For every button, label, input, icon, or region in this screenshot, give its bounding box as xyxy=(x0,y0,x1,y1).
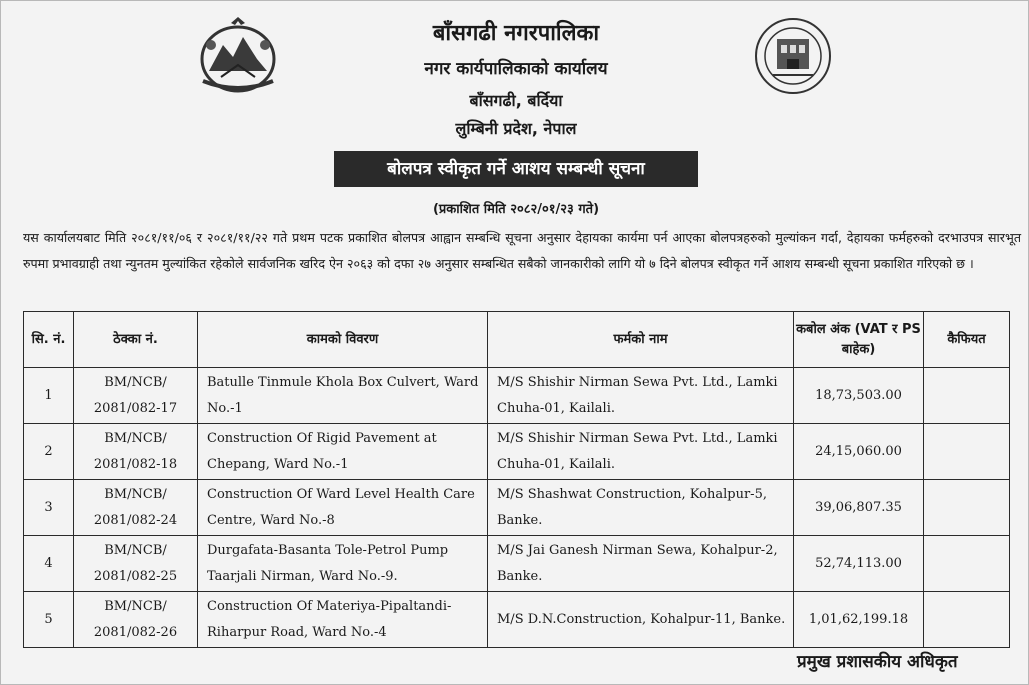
cell-contract-no: BM/NCB/ 2081/082-18 xyxy=(74,424,198,480)
table-row xyxy=(24,592,1010,648)
municipality-name: बाँसगढी नगरपालिका xyxy=(432,21,600,46)
cell-work: Construction Of Ward Level Health Care Centre, Ward No.-8 xyxy=(198,480,488,536)
cell-firm: M/S Shishir Nirman Sewa Pvt. Ltd., Lamki Chuha-01, Kailali. xyxy=(488,368,794,424)
cell-firm: M/S D.N.Construction, Kohalpur-11, Banke. xyxy=(488,592,794,648)
col-header-sn: सि. नं. xyxy=(24,312,74,368)
cell-sn: 1 xyxy=(24,368,74,424)
bansgadhi-municipality-seal-icon xyxy=(753,15,833,97)
cell-remarks xyxy=(924,368,1010,424)
table-header-row xyxy=(24,312,1010,368)
cell-firm: M/S Shishir Nirman Sewa Pvt. Ltd., Lamki Chuha-01, Kailali. xyxy=(488,424,794,480)
cell-sn: 5 xyxy=(24,592,74,648)
cell-sn: 2 xyxy=(24,424,74,480)
cell-work: Construction Of Materiya-Pipaltandi-Riharpur Road, Ward No.-4 xyxy=(198,592,488,648)
cell-sn: 3 xyxy=(24,480,74,536)
award-table xyxy=(23,311,1010,648)
cell-amount: 39,06,807.35 xyxy=(794,480,924,536)
cell-amount: 18,73,503.00 xyxy=(794,368,924,424)
notice-body: यस कार्यालयबाट मिति २०८१/११/०६ र २०८१/११/२२ गते प्रथम पटक प्रकाशित बोलपत्र आह्वान सम्बन्धि सूचना अनुसार देहायका कार्यमा पर्न आएका बोलपत्रहरुको मुल्यांकन गर्दा, देहायका फर्महरुको दरभाउपत्र सारभूत रुपमा प्रभावग्राही तथा न्युनतम मुल्यांकित रहेकोले सार्वजनिक खरिद ऐन २०६३ को दफा २७ अनुसार सम्बन्धित सबैको जानकारीको लागि यो ७ दिने बोलपत्र स्वीकृत गर्ने आशय सम्बन्धी सूचना प्रकाशित गरिएको छ । xyxy=(23,230,1021,271)
col-header-amount: कबोल अंक (VAT र PS बाहेक) xyxy=(794,312,924,368)
cell-firm: M/S Jai Ganesh Nirman Sewa, Kohalpur-2, Banke. xyxy=(488,536,794,592)
notice-title: बोलपत्र स्वीकृत गर्ने आशय सम्बन्धी सूचना xyxy=(334,151,698,187)
col-header-work: कामको विवरण xyxy=(198,312,488,368)
office-location: बाँसगढी, बर्दिया xyxy=(469,91,563,110)
office-name: नगर कार्यपालिकाको कार्यालय xyxy=(424,59,608,79)
cell-remarks xyxy=(924,424,1010,480)
cell-remarks xyxy=(924,592,1010,648)
cell-firm: M/S Shashwat Construction, Kohalpur-5, Banke. xyxy=(488,480,794,536)
cell-amount: 1,01,62,199.18 xyxy=(794,592,924,648)
col-header-contract-no: ठेक्का नं. xyxy=(74,312,198,368)
col-header-remarks: कैफियत xyxy=(924,312,1010,368)
province-name: लुम्बिनी प्रदेश, नेपाल xyxy=(455,119,577,138)
published-date: (प्रकाशित मिति २०८२/०१/२३ गते) xyxy=(432,202,600,217)
table-row xyxy=(24,480,1010,536)
nepal-emblem-icon xyxy=(191,15,285,97)
cell-work: Durgafata-Basanta Tole-Petrol Pump Taarjali Nirman, Ward No.-9. xyxy=(198,536,488,592)
signatory-title: प्रमुख प्रशासकीय अधिकृत xyxy=(797,652,958,672)
cell-work: Construction Of Rigid Pavement at Chepang, Ward No.-1 xyxy=(198,424,488,480)
cell-contract-no: BM/NCB/ 2081/082-24 xyxy=(74,480,198,536)
cell-sn: 4 xyxy=(24,536,74,592)
cell-amount: 52,74,113.00 xyxy=(794,536,924,592)
cell-work: Batulle Tinmule Khola Box Culvert, Ward No.-1 xyxy=(198,368,488,424)
table-row xyxy=(24,536,1010,592)
col-header-firm: फर्मको नाम xyxy=(488,312,794,368)
table-row xyxy=(24,368,1010,424)
cell-amount: 24,15,060.00 xyxy=(794,424,924,480)
cell-contract-no: BM/NCB/ 2081/082-25 xyxy=(74,536,198,592)
cell-remarks xyxy=(924,536,1010,592)
cell-contract-no: BM/NCB/ 2081/082-17 xyxy=(74,368,198,424)
cell-remarks xyxy=(924,480,1010,536)
table-row xyxy=(24,424,1010,480)
cell-contract-no: BM/NCB/ 2081/082-26 xyxy=(74,592,198,648)
